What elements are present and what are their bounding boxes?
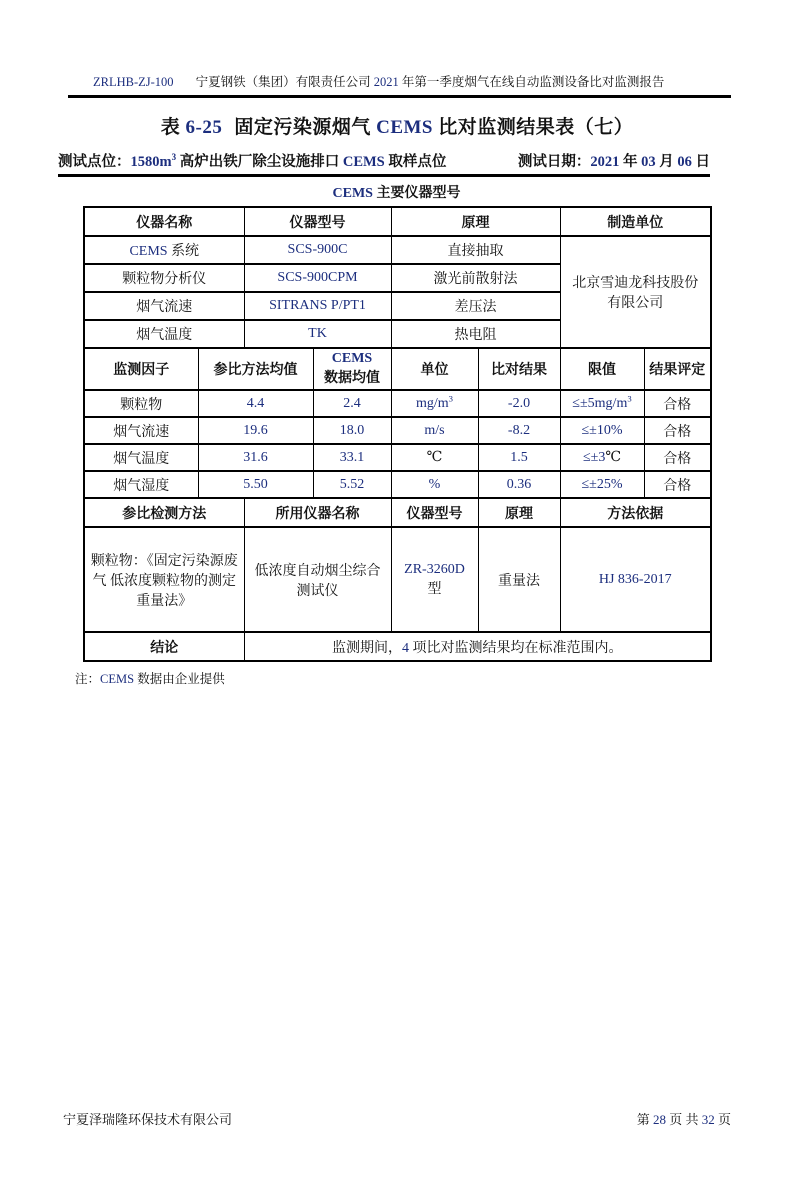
running-header-year: 2021	[373, 75, 399, 89]
ref-mean-cell: 31.6	[198, 444, 313, 471]
note-rest: 数据由企业提供	[134, 672, 225, 686]
test-date-month: 03	[641, 154, 656, 170]
ref-mean-cell: 4.4	[198, 390, 313, 417]
col-header-method-principle: 原理	[478, 498, 560, 527]
used-instrument-cell: 低浓度自动烟尘综合测试仪	[244, 527, 391, 632]
ref-mean-cell: 5.50	[198, 471, 313, 498]
instrument-name-cell: CEMS 系统	[84, 236, 244, 264]
col-header-used-instrument: 所用仪器名称	[244, 498, 391, 527]
col-header-method-model: 仪器型号	[391, 498, 478, 527]
col-header-ref-method: 参比检测方法	[84, 498, 244, 527]
col-header-factor: 监测因子	[84, 348, 198, 390]
result-row-humidity	[84, 471, 711, 498]
conclusion-label-cell: 结论	[84, 632, 244, 661]
test-date	[518, 150, 710, 171]
method-model-cell: ZR-3260D 型	[391, 527, 478, 632]
page-footer	[63, 1109, 731, 1128]
instrument-name-cell: 烟气流速	[84, 292, 244, 320]
page-number: 第 28 页 共 32 页	[636, 1112, 731, 1127]
verdict-cell: 合格	[644, 417, 711, 444]
col-header-principle: 原理	[391, 207, 560, 236]
test-date-sep1: 年	[619, 154, 642, 170]
title-suffix: 比对监测结果表（七）	[433, 117, 634, 138]
cems-mean-cell: 5.52	[313, 471, 391, 498]
test-date-sep2: 月	[655, 154, 678, 170]
limit-cell: ≤±10%	[560, 417, 644, 444]
factor-cell: 烟气湿度	[84, 471, 198, 498]
manufacturer-cell: 北京雪迪龙科技股份 有限公司	[560, 236, 711, 348]
title-prefix: 表	[160, 117, 186, 138]
note-cems: CEMS	[100, 672, 135, 686]
instrument-header-row	[84, 207, 711, 236]
table-note	[75, 669, 794, 687]
result-row-particulate	[84, 390, 711, 417]
conclusion-text-cell: 监测期间，4 项比对监测结果均在标准范围内。	[244, 632, 711, 661]
instrument-principle-cell: 激光前散射法	[391, 264, 560, 292]
method-header-row	[84, 498, 711, 527]
col-header-unit: 单位	[391, 348, 478, 390]
test-point-cems: CEMS	[342, 154, 385, 170]
test-point-label: 测试点位：	[58, 154, 131, 170]
result-header-row	[84, 348, 711, 390]
col-header-ref-mean: 参比方法均值	[198, 348, 313, 390]
col-header-limit: 限值	[560, 348, 644, 390]
factor-cell: 烟气流速	[84, 417, 198, 444]
method-principle-cell: 重量法	[478, 527, 560, 632]
meta-row	[58, 150, 710, 177]
instrument-model-cell: TK	[244, 320, 391, 348]
col-header-manufacturer: 制造单位	[560, 207, 711, 236]
factor-cell: 颗粒物	[84, 390, 198, 417]
unit-cell: $mg/m^3$	[391, 390, 478, 417]
caption-rest: 主要仪器型号	[372, 186, 461, 201]
factor-cell: 烟气温度	[84, 444, 198, 471]
compare-result-cell: 1.5	[478, 444, 560, 471]
cems-mean-cell: 33.1	[313, 444, 391, 471]
instrument-name-cell: 烟气温度	[84, 320, 244, 348]
current-page: 28	[652, 1112, 666, 1127]
col-header-cems-mean: CEMS 数据均值	[313, 348, 391, 390]
test-point-volume-sup: 3	[171, 152, 177, 163]
test-date-label: 测试日期：	[517, 154, 591, 170]
test-date-sep3: 日	[691, 154, 710, 170]
instrument-principle-cell: 差压法	[391, 292, 560, 320]
running-header	[68, 72, 731, 98]
test-date-year: 2021	[590, 154, 620, 170]
cems-comparison-table	[83, 206, 712, 662]
test-point-volume: 1580m	[130, 154, 172, 170]
running-header-title-part1: 宁夏钢铁（集团）有限责任公司	[195, 75, 374, 89]
ref-mean-cell: 19.6	[198, 417, 313, 444]
compare-result-cell: 0.36	[478, 471, 560, 498]
cems-mean-cell: 2.4	[313, 390, 391, 417]
title-text: 固定污染源烟气	[234, 117, 377, 138]
col-header-verdict: 结果评定	[644, 348, 711, 390]
compare-result-cell: -8.2	[478, 417, 560, 444]
col-header-instrument-name: 仪器名称	[84, 207, 244, 236]
test-date-day: 06	[677, 154, 692, 170]
note-prefix: 注：	[75, 672, 101, 686]
verdict-cell: 合格	[644, 390, 711, 417]
result-row-temperature	[84, 444, 711, 471]
instrument-name-cell: 颗粒物分析仪	[84, 264, 244, 292]
footer-company: 宁夏泽瑞隆环保技术有限公司	[63, 1112, 233, 1127]
instrument-principle-cell: 直接抽取	[391, 236, 560, 264]
instrument-row	[84, 236, 711, 264]
table-caption	[83, 177, 710, 206]
conclusion-row	[84, 632, 711, 661]
verdict-cell: 合格	[644, 444, 711, 471]
col-header-compare-result: 比对结果	[478, 348, 560, 390]
limit-cell: ≤±3℃	[560, 444, 644, 471]
limit-cell: $\le\pm 5mg/m^3$	[560, 390, 644, 417]
title-cems: CEMS	[376, 117, 433, 138]
report-code: ZRLHB-ZJ-100	[93, 75, 174, 89]
col-header-instrument-model: 仪器型号	[244, 207, 391, 236]
total-pages: 32	[701, 1112, 715, 1127]
caption-cems: CEMS	[332, 186, 373, 201]
unit-cell: m/s	[391, 417, 478, 444]
instrument-model-cell: SCS-900C	[244, 236, 391, 264]
instrument-model-cell: SCS-900CPM	[244, 264, 391, 292]
test-point	[58, 150, 446, 171]
compare-result-cell: -2.0	[478, 390, 560, 417]
result-row-velocity	[84, 417, 711, 444]
ref-method-cell: 颗粒物：《固定污染源废气 低浓度颗粒物的测定 重量法》	[84, 527, 244, 632]
method-row	[84, 527, 711, 632]
verdict-cell: 合格	[644, 471, 711, 498]
instrument-principle-cell: 热电阻	[391, 320, 560, 348]
limit-cell: ≤±25%	[560, 471, 644, 498]
page-title	[0, 112, 794, 139]
instrument-model-cell: SITRANS P/PT1	[244, 292, 391, 320]
method-basis-cell: HJ 836-2017	[560, 527, 711, 632]
unit-cell: ℃	[391, 444, 478, 471]
col-header-method-basis: 方法依据	[560, 498, 711, 527]
running-header-title-part2: 年第一季度烟气在线自动监测设备比对监测报告	[398, 75, 665, 89]
unit-cell: %	[391, 471, 478, 498]
table-number: 6-25	[185, 117, 223, 138]
report-page	[0, 72, 794, 1195]
test-point-desc: 高炉出铁厂除尘设施排口	[176, 154, 343, 170]
cems-mean-cell: 18.0	[313, 417, 391, 444]
test-point-end: 取样点位	[384, 154, 447, 170]
